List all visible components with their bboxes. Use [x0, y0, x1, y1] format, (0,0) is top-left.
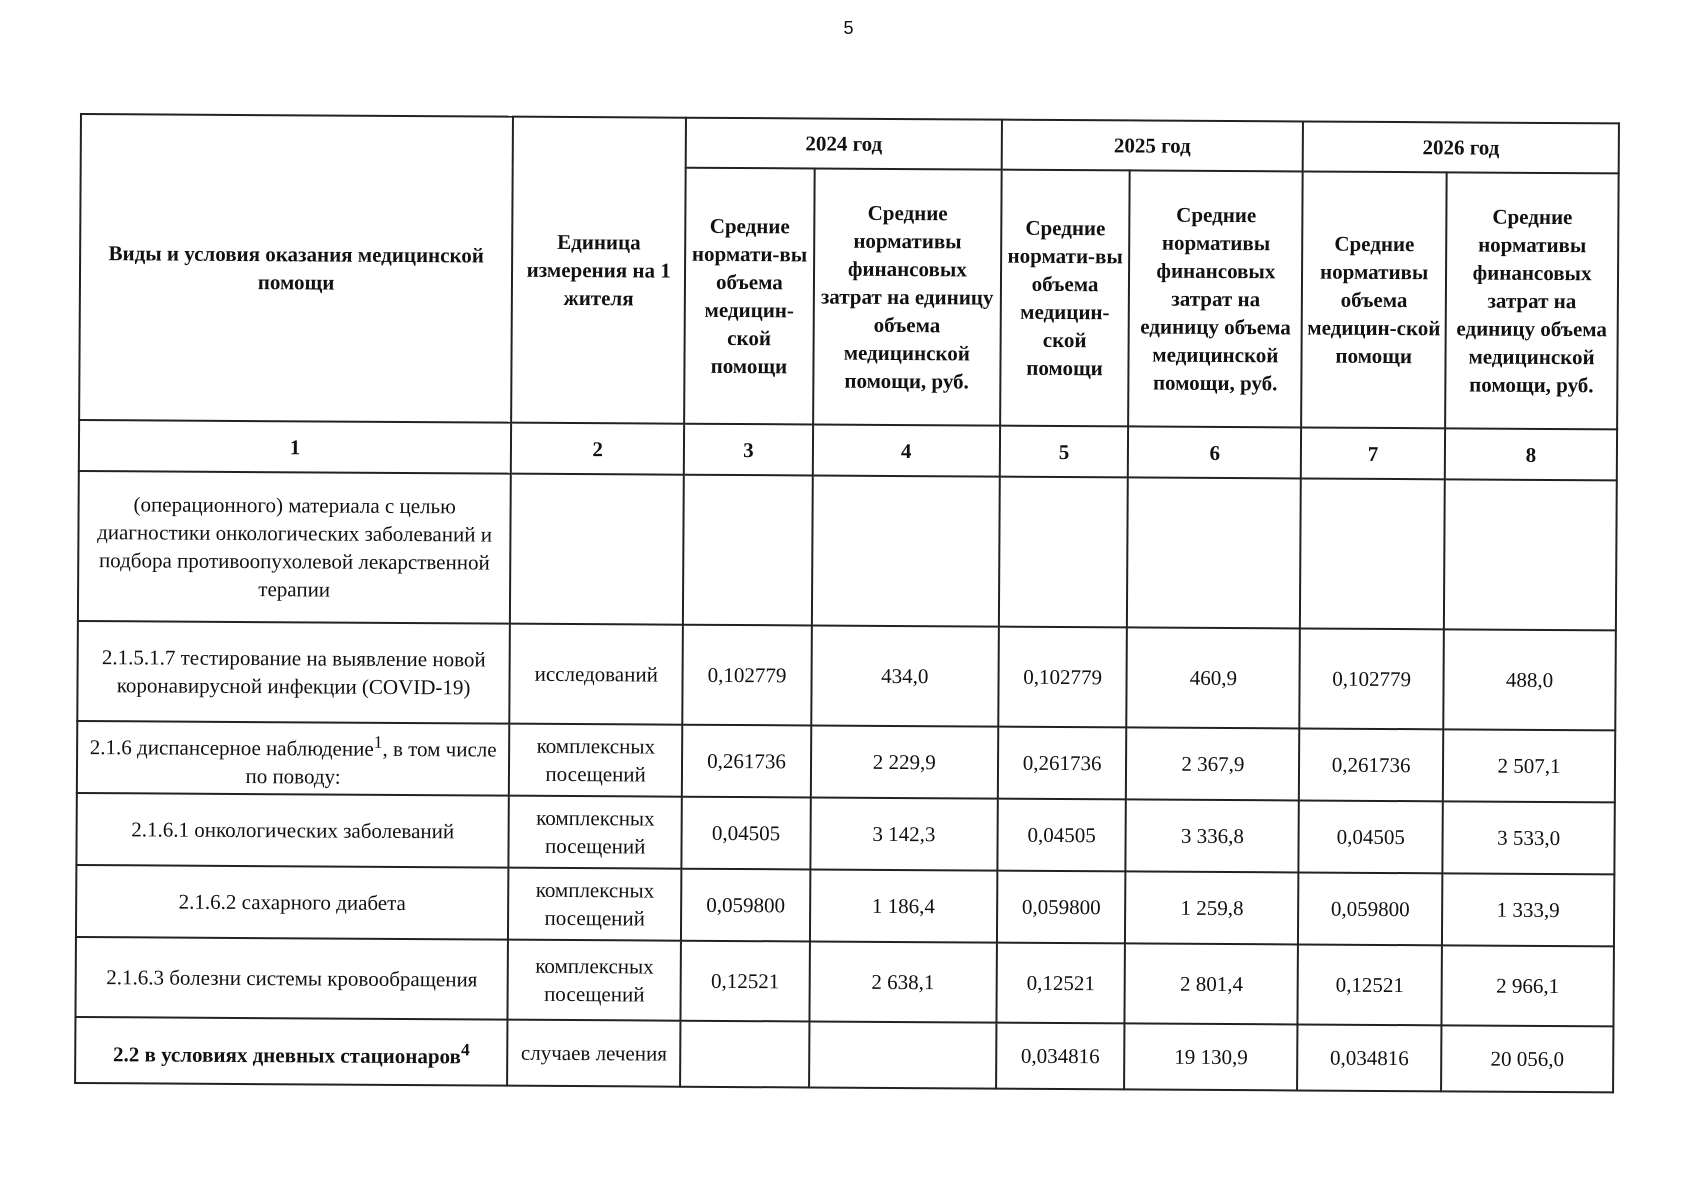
row-name: (операционного) материала с целью диагностики онкологических заболеваний и подбора противоопухолевой лекарственной терапии: [78, 471, 511, 624]
row-volume-2025: 0,261736: [998, 727, 1127, 800]
row-cost-2025: 1 259,8: [1125, 871, 1298, 944]
row-volume-2025: 0,102779: [998, 627, 1127, 728]
column-number: 7: [1301, 427, 1445, 479]
row-cost-2026: 1 333,9: [1442, 873, 1614, 946]
row-cost-2025: 460,9: [1127, 627, 1300, 728]
row-volume-2024: 0,261736: [682, 725, 811, 798]
row-cost-2025: 2 367,9: [1126, 727, 1299, 800]
row-volume-2025: 0,04505: [997, 799, 1126, 872]
table-row: [75, 937, 1613, 1026]
row-unit: исследований: [510, 624, 683, 725]
row-cost-2024: [809, 1021, 996, 1088]
column-number: 1: [79, 420, 512, 474]
row-name: 2.1.6.3 болезни системы кровообращения: [75, 937, 508, 1020]
column-numbers-row: [79, 420, 1617, 480]
column-number: 3: [684, 424, 813, 476]
row-volume-2025: [999, 477, 1129, 628]
row-volume-2024: 0,12521: [681, 941, 810, 1022]
row-unit: комплексных посещений: [508, 868, 681, 941]
row-cost-2024: 3 142,3: [810, 797, 997, 870]
row-volume-2024: [680, 1021, 809, 1088]
row-cost-2025: [1127, 477, 1301, 628]
table-row: [76, 865, 1614, 946]
header-volume-2026: Средние нормативы объема медицин-ской помощи: [1301, 171, 1446, 428]
column-number: 5: [1000, 426, 1129, 478]
row-cost-2025: 3 336,8: [1126, 799, 1299, 872]
row-unit: комплексных посещений: [508, 940, 681, 1021]
row-name-text: 2.1.6 диспансерное наблюдение: [89, 734, 374, 761]
row-volume-2026: 0,059800: [1298, 872, 1442, 945]
row-volume-2024: [683, 475, 813, 626]
row-cost-2024: 1 186,4: [810, 869, 997, 942]
row-name: 2.1.6.1 онкологических заболеваний: [76, 793, 509, 868]
table-row: [76, 793, 1614, 874]
column-number: 8: [1445, 428, 1617, 480]
header-year-2026: 2026 год: [1303, 121, 1619, 173]
row-cost-2024: 2 638,1: [809, 941, 996, 1022]
header-kinds: Виды и условия оказания медицинской помощи: [79, 114, 513, 423]
row-name-text: , в том числе по поводу:: [245, 736, 497, 789]
table-row: [78, 471, 1617, 630]
row-name: [75, 1017, 508, 1086]
row-cost-2024: 2 229,9: [811, 725, 998, 798]
row-unit: комплексных посещений: [509, 796, 682, 869]
header-cost-2025: Средние нормативы финансовых затрат на единицу объема медицинской помощи, руб.: [1129, 170, 1303, 427]
row-cost-2025: 2 801,4: [1125, 943, 1298, 1024]
column-number: 6: [1128, 426, 1301, 478]
normatives-table: [74, 113, 1620, 1093]
row-volume-2025: 0,034816: [996, 1023, 1125, 1090]
header-year-2024: 2024 год: [686, 118, 1002, 170]
row-cost-2026: 488,0: [1443, 629, 1616, 730]
row-unit: [510, 474, 684, 625]
row-cost-2025: 19 130,9: [1124, 1023, 1297, 1090]
header-volume-2025: Средние нормати-вы объема медицин-ской помощи: [1000, 170, 1130, 427]
page-number: 5: [843, 18, 854, 38]
table-row: [77, 621, 1616, 730]
row-volume-2024: 0,04505: [682, 797, 811, 870]
row-cost-2026: 20 056,0: [1441, 1025, 1613, 1092]
header-year-2025: 2025 год: [1001, 120, 1303, 172]
footnote-mark: 4: [460, 1038, 470, 1059]
row-name: 2.1.5.1.7 тестирование на выявление новой коронавирусной инфекции (COVID-19): [77, 621, 510, 724]
header-volume-2024: Средние нормати-вы объема медицин-ской помощи: [684, 168, 814, 425]
header-cost-2026: Средние нормативы финансовых затрат на единицу объема медицинской помощи, руб.: [1445, 172, 1619, 429]
column-number: 2: [511, 423, 684, 475]
header-cost-2024: Средние нормативы финансовых затрат на единицу объема медицинской помощи, руб.: [813, 168, 1002, 425]
column-number: 4: [813, 424, 1000, 476]
row-name: [77, 721, 510, 796]
row-cost-2026: 2 966,1: [1441, 945, 1613, 1026]
table-row: [77, 721, 1615, 802]
row-volume-2025: 0,12521: [996, 943, 1125, 1024]
table-row: [75, 1017, 1613, 1092]
row-cost-2024: 434,0: [811, 625, 999, 726]
row-cost-2026: [1444, 479, 1617, 630]
row-volume-2026: 0,04505: [1299, 800, 1443, 873]
header-unit: Единица измерения на 1 жителя: [511, 117, 686, 424]
row-cost-2026: 2 507,1: [1443, 729, 1615, 802]
row-unit: комплексных посещений: [509, 724, 682, 797]
footnote-mark: 1: [373, 731, 383, 752]
row-unit: случаев лечения: [507, 1020, 680, 1087]
row-volume-2026: [1300, 478, 1445, 629]
row-name-text: 2.2 в условиях дневных стационаров: [112, 1041, 462, 1068]
row-cost-2026: 3 533,0: [1442, 801, 1614, 874]
row-name: 2.1.6.2 сахарного диабета: [76, 865, 509, 940]
row-volume-2025: 0,059800: [997, 871, 1126, 944]
row-cost-2024: [812, 475, 1000, 626]
row-volume-2024: 0,059800: [681, 869, 810, 942]
row-volume-2026: 0,12521: [1298, 944, 1442, 1025]
row-volume-2026: 0,261736: [1299, 728, 1443, 801]
row-volume-2026: 0,102779: [1300, 628, 1444, 729]
row-volume-2024: 0,102779: [682, 625, 811, 726]
row-volume-2026: 0,034816: [1297, 1024, 1441, 1091]
